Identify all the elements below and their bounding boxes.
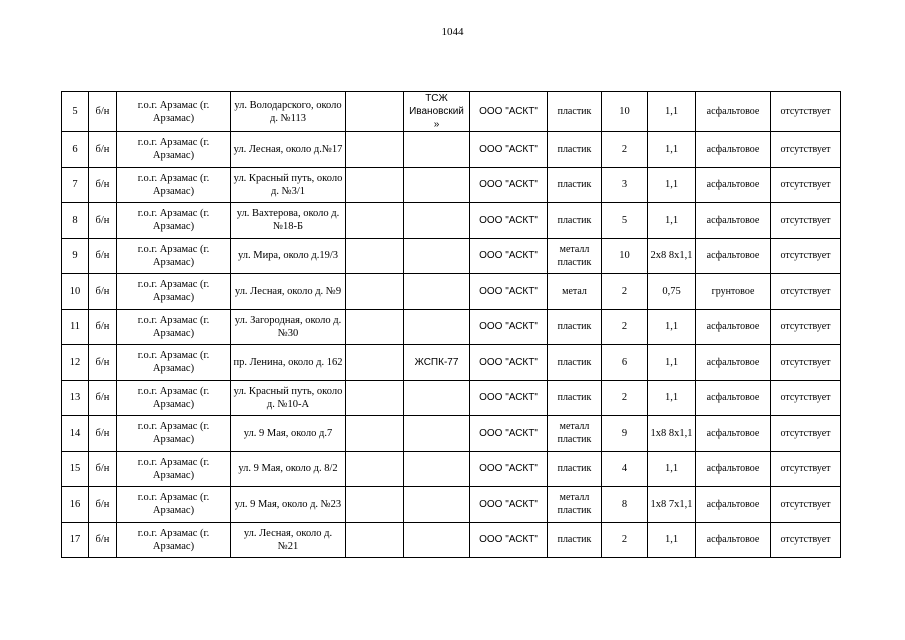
cell-material: пластик	[548, 167, 602, 203]
cell-number: 12	[62, 345, 89, 381]
cell-address: пр. Ленина, около д. 162	[231, 345, 346, 381]
cell-material: пластик	[548, 132, 602, 168]
cell-number: 14	[62, 416, 89, 452]
cell-container-count: 10	[602, 92, 648, 132]
cell-registry-id: б/н	[89, 92, 117, 132]
cell-empty	[346, 522, 404, 558]
cell-container-count: 3	[602, 167, 648, 203]
cell-fence: отсутствует	[771, 274, 841, 310]
cell-number: 11	[62, 309, 89, 345]
cell-surface: асфальтовое	[696, 345, 771, 381]
cell-container-count: 2	[602, 132, 648, 168]
cell-operator: ООО "АСКТ"	[470, 309, 548, 345]
cell-operator: ООО "АСКТ"	[470, 345, 548, 381]
cell-volume: 1x8 8x1,1	[648, 416, 696, 452]
cell-material: пластик	[548, 345, 602, 381]
cell-operator: ООО "АСКТ"	[470, 92, 548, 132]
cell-owner: ЖСПК-77	[404, 345, 470, 381]
cell-number: 6	[62, 132, 89, 168]
cell-volume: 1,1	[648, 203, 696, 239]
cell-number: 16	[62, 487, 89, 523]
cell-surface: асфальтовое	[696, 132, 771, 168]
cell-registry-id: б/н	[89, 522, 117, 558]
cell-empty	[346, 203, 404, 239]
cell-material: пластик	[548, 522, 602, 558]
cell-owner	[404, 203, 470, 239]
cell-container-count: 2	[602, 522, 648, 558]
cell-settlement: г.о.г. Арзамас (г. Арзамас)	[117, 203, 231, 239]
table-row	[62, 522, 841, 558]
cell-empty	[346, 380, 404, 416]
cell-address: ул. Володарского, около д. №113	[231, 92, 346, 132]
table-row	[62, 238, 841, 274]
cell-volume: 1,1	[648, 451, 696, 487]
cell-number: 5	[62, 92, 89, 132]
cell-material: пластик	[548, 451, 602, 487]
cell-container-count: 10	[602, 238, 648, 274]
cell-material: металл пластик	[548, 416, 602, 452]
cell-material: пластик	[548, 309, 602, 345]
table-row	[62, 132, 841, 168]
cell-number: 10	[62, 274, 89, 310]
table-row	[62, 203, 841, 239]
cell-volume: 0,75	[648, 274, 696, 310]
cell-container-count: 9	[602, 416, 648, 452]
cell-empty	[346, 132, 404, 168]
cell-registry-id: б/н	[89, 274, 117, 310]
table-row	[62, 274, 841, 310]
cell-owner	[404, 238, 470, 274]
cell-surface: асфальтовое	[696, 238, 771, 274]
cell-surface: грунтовое	[696, 274, 771, 310]
cell-container-count: 4	[602, 451, 648, 487]
cell-address: ул. Лесная, около д. №9	[231, 274, 346, 310]
cell-registry-id: б/н	[89, 487, 117, 523]
cell-surface: асфальтовое	[696, 487, 771, 523]
cell-material: пластик	[548, 92, 602, 132]
table-row	[62, 380, 841, 416]
cell-surface: асфальтовое	[696, 309, 771, 345]
cell-container-count: 5	[602, 203, 648, 239]
cell-fence: отсутствует	[771, 203, 841, 239]
table-row	[62, 487, 841, 523]
cell-volume: 1,1	[648, 522, 696, 558]
cell-fence: отсутствует	[771, 451, 841, 487]
cell-registry-id: б/н	[89, 238, 117, 274]
cell-surface: асфальтовое	[696, 380, 771, 416]
cell-operator: ООО "АСКТ"	[470, 522, 548, 558]
cell-settlement: г.о.г. Арзамас (г. Арзамас)	[117, 416, 231, 452]
cell-address: ул. 9 Мая, около д.7	[231, 416, 346, 452]
cell-volume: 1,1	[648, 345, 696, 381]
cell-fence: отсутствует	[771, 132, 841, 168]
cell-surface: асфальтовое	[696, 416, 771, 452]
cell-number: 9	[62, 238, 89, 274]
cell-material: пластик	[548, 380, 602, 416]
cell-number: 8	[62, 203, 89, 239]
cell-operator: ООО "АСКТ"	[470, 416, 548, 452]
cell-owner	[404, 522, 470, 558]
cell-volume: 1x8 7x1,1	[648, 487, 696, 523]
cell-settlement: г.о.г. Арзамас (г. Арзамас)	[117, 487, 231, 523]
cell-settlement: г.о.г. Арзамас (г. Арзамас)	[117, 451, 231, 487]
cell-container-count: 2	[602, 274, 648, 310]
container-sites-table	[61, 91, 841, 558]
cell-number: 7	[62, 167, 89, 203]
cell-owner	[404, 451, 470, 487]
cell-container-count: 2	[602, 309, 648, 345]
cell-address: ул. Вахтерова, около д. №18-Б	[231, 203, 346, 239]
cell-owner	[404, 274, 470, 310]
cell-operator: ООО "АСКТ"	[470, 238, 548, 274]
cell-registry-id: б/н	[89, 451, 117, 487]
table-row	[62, 451, 841, 487]
cell-settlement: г.о.г. Арзамас (г. Арзамас)	[117, 380, 231, 416]
table-row	[62, 345, 841, 381]
cell-material: металл пластик	[548, 238, 602, 274]
table-row	[62, 309, 841, 345]
cell-owner: ТСЖ Ивановский »	[404, 92, 470, 132]
cell-fence: отсутствует	[771, 487, 841, 523]
cell-operator: ООО "АСКТ"	[470, 380, 548, 416]
cell-fence: отсутствует	[771, 416, 841, 452]
cell-registry-id: б/н	[89, 309, 117, 345]
cell-volume: 2x8 8x1,1	[648, 238, 696, 274]
cell-empty	[346, 238, 404, 274]
cell-owner	[404, 380, 470, 416]
cell-address: ул. Красный путь, около д. №10-А	[231, 380, 346, 416]
cell-fence: отсутствует	[771, 92, 841, 132]
cell-owner	[404, 416, 470, 452]
cell-operator: ООО "АСКТ"	[470, 167, 548, 203]
cell-surface: асфальтовое	[696, 92, 771, 132]
cell-settlement: г.о.г. Арзамас (г. Арзамас)	[117, 345, 231, 381]
cell-empty	[346, 92, 404, 132]
cell-fence: отсутствует	[771, 522, 841, 558]
cell-settlement: г.о.г. Арзамас (г. Арзамас)	[117, 92, 231, 132]
cell-registry-id: б/н	[89, 132, 117, 168]
table-row	[62, 416, 841, 452]
cell-registry-id: б/н	[89, 380, 117, 416]
cell-owner	[404, 309, 470, 345]
cell-volume: 1,1	[648, 309, 696, 345]
cell-address: ул. Мира, около д.19/3	[231, 238, 346, 274]
cell-volume: 1,1	[648, 92, 696, 132]
cell-settlement: г.о.г. Арзамас (г. Арзамас)	[117, 522, 231, 558]
cell-fence: отсутствует	[771, 380, 841, 416]
cell-owner	[404, 167, 470, 203]
cell-settlement: г.о.г. Арзамас (г. Арзамас)	[117, 274, 231, 310]
cell-volume: 1,1	[648, 167, 696, 203]
cell-registry-id: б/н	[89, 203, 117, 239]
cell-empty	[346, 416, 404, 452]
cell-material: пластик	[548, 203, 602, 239]
cell-address: ул. Загородная, около д. №30	[231, 309, 346, 345]
cell-operator: ООО "АСКТ"	[470, 203, 548, 239]
cell-volume: 1,1	[648, 380, 696, 416]
cell-operator: ООО "АСКТ"	[470, 487, 548, 523]
cell-settlement: г.о.г. Арзамас (г. Арзамас)	[117, 309, 231, 345]
cell-number: 13	[62, 380, 89, 416]
cell-empty	[346, 487, 404, 523]
cell-address: ул. Красный путь, около д. №3/1	[231, 167, 346, 203]
cell-settlement: г.о.г. Арзамас (г. Арзамас)	[117, 238, 231, 274]
cell-surface: асфальтовое	[696, 522, 771, 558]
cell-operator: ООО "АСКТ"	[470, 132, 548, 168]
cell-container-count: 6	[602, 345, 648, 381]
cell-empty	[346, 451, 404, 487]
cell-empty	[346, 274, 404, 310]
cell-material: метал	[548, 274, 602, 310]
table-body	[62, 92, 841, 558]
cell-fence: отсутствует	[771, 309, 841, 345]
cell-operator: ООО "АСКТ"	[470, 451, 548, 487]
cell-registry-id: б/н	[89, 167, 117, 203]
cell-empty	[346, 309, 404, 345]
cell-fence: отсутствует	[771, 345, 841, 381]
cell-settlement: г.о.г. Арзамас (г. Арзамас)	[117, 132, 231, 168]
cell-container-count: 2	[602, 380, 648, 416]
cell-address: ул. 9 Мая, около д. 8/2	[231, 451, 346, 487]
cell-owner	[404, 132, 470, 168]
cell-fence: отсутствует	[771, 167, 841, 203]
cell-address: ул. Лесная, около д.№17	[231, 132, 346, 168]
cell-material: металл пластик	[548, 487, 602, 523]
page-number: 1044	[441, 26, 464, 38]
cell-empty	[346, 345, 404, 381]
cell-owner	[404, 487, 470, 523]
cell-registry-id: б/н	[89, 345, 117, 381]
table-row	[62, 167, 841, 203]
cell-operator: ООО "АСКТ"	[470, 274, 548, 310]
cell-volume: 1,1	[648, 132, 696, 168]
cell-registry-id: б/н	[89, 416, 117, 452]
cell-fence: отсутствует	[771, 238, 841, 274]
cell-settlement: г.о.г. Арзамас (г. Арзамас)	[117, 167, 231, 203]
cell-number: 15	[62, 451, 89, 487]
cell-surface: асфальтовое	[696, 451, 771, 487]
cell-container-count: 8	[602, 487, 648, 523]
cell-number: 17	[62, 522, 89, 558]
table-row	[62, 92, 841, 132]
cell-address: ул. 9 Мая, около д. №23	[231, 487, 346, 523]
cell-empty	[346, 167, 404, 203]
cell-address: ул. Лесная, около д. №21	[231, 522, 346, 558]
cell-surface: асфальтовое	[696, 167, 771, 203]
cell-surface: асфальтовое	[696, 203, 771, 239]
